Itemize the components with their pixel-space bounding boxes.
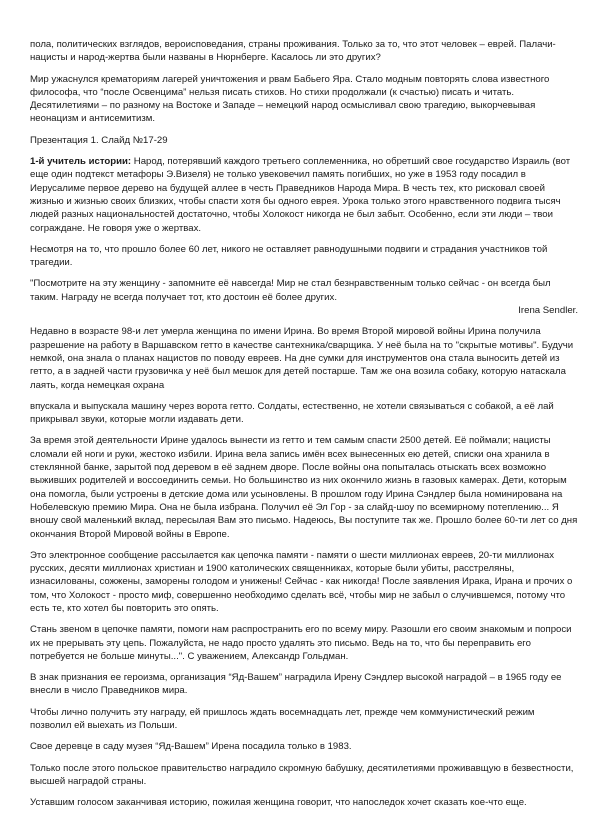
paragraph-yad-vashem-award: В знак признания ее героизма, организация “Яд-Вашем” наградила Ирену Сэндлер высокой наградой – в 1965 году ее внесли в число Праведников мира. xyxy=(30,672,562,697)
paragraph-world-horror: Мир ужаснулся крематориям лагерей уничтожения и рвам Бабьего Яра. Стало модным повторять слова известного философа, что “после Освенцима” нельзя писать стихов. Но стихи продолжали (к счастью) писать и читать. Десятилетиями – по разному на Востоке и Западе – немецкий народ осмысливал свою трагедию, выкорчевывая неонацизм и антисемитизм. xyxy=(30,73,550,125)
paragraph-dog: впускала и выпускала машину через ворота гетто. Солдаты, естественно, не хотели связываться с собакой, а её лай прикрывал звуки, которые могли издавать дети. xyxy=(30,400,554,426)
presentation-slide-ref: Презентация 1. Слайд №17-29 xyxy=(30,134,168,146)
paragraph-2500-children: За время этой деятельности Ирине удалось вынести из гетто и тем самым спасти 2500 детей. Её поймали; нацисты сломали ей ноги и руки, жестоко избили. Ирина вела запись имён всех вынесенных ею детей, списки она хранила в стеклянной банке, зарытой под деревом в её заднем дворе. После войны она попыталась отыскать всех возможно выживших родителей и воссоединить семьи. Но большинство из них окончило жизнь в газовых камерах. Дети, которым она помогла, были устроены в детские дома или усыновлены. В прошлом году Ирина Сэндлер была номинирована на Нобелевскую премию Мира. Она не была избрана. Получил её Эл Гор - за слайд-шоу по всемирному потеплению... Я вношу свой маленький вклад, пересылая Вам это письмо. Надеюсь, Вы поступите так же. Прошло более 60-ти лет со дня окончания Второй Мировой войны в Европе. xyxy=(30,435,578,540)
paragraph-history-teacher xyxy=(30,155,578,235)
quote-signature: Irena Sendler. xyxy=(518,305,578,317)
paragraph-polish-government: Только после этого польское правительство наградило скромную бабушку, десятилетиями проживавщую в безвестности, высшей наградой страны. xyxy=(30,762,574,787)
quote-irena: "Посмотрите на эту женщину - запомните её навсегда! Мир не стал безнравственным только сейчас - он всегда был таким. Награду не всегда получает тот, кто достоин её более других. xyxy=(30,278,551,303)
speaker-label: 1-й учитель истории: xyxy=(30,156,132,168)
paragraph-chain-link: Стань звеном в цепочке памяти, помоги нам распространить его по всему миру. Разошли его своим знакомым и попроси их не прерывать эту цепь. Пожалуйста, не надо просто удалять это письмо. Ведь на то, что бы переправить его потребуется не больше минуты...". С уважением, Александр Гольдман. xyxy=(30,624,572,662)
paragraph-eighteen-years: Чтобы лично получить эту награду, ей пришлось ждать восемнадцать лет, прежде чем коммунистический режим позволил ей выехать из Польши. xyxy=(30,706,535,732)
speaker-text: Народ, потерявший каждого третьего соплеменника, но обретший свое государство Израиль (вот еще один подтекст метафоры Э.Визеля) не только увековечил память погибших, но уже в 1953 году посадил в Иерусалиме первое дерево на будущей аллее в честь Праведников Народа Мира. В честь тех, кто рисковал своей жизнью и жизнью своих близких, чтобы спасти хотя бы одного еврея. Урока только этого нравственного подвига тысяч людей разных национальностей достаточно, чтобы Холокост никогда не был забыт. Особенно, если эти люди – твои сограждане. Не говоря уже о жертвах. xyxy=(30,156,571,234)
document-page xyxy=(30,38,578,818)
paragraph-intro: пола, политических взглядов, вероисповедания, страны проживания. Только за то, что этот человек – еврей. Палачи-нацисты и народ-жертва были названы в Нюрнберге. Касалось ли это других? xyxy=(30,39,556,64)
paragraph-irena-ghetto: Недавно в возрасте 98-и лет умерла женщина по имени Ирина. Во время Второй мировой войны Ирина получила разрешение на работу в Варшавском гетто в качестве сантехника/сварщика. У неё была на то "скрытые мотивы". Будучи немкой, она знала о планах нацистов по поводу евреев. На дне сумки для инструментов она стала выносить детей из гетто, а в задней части грузовичка у неё был мешок для детей постарше. Там же она возила собаку, которую натаскала лаять, когда немецкая охрана xyxy=(30,326,574,391)
paragraph-sixty-years: Несмотря на то, что прошло более 60 лет, никого не оставляет равнодушными подвиги и страдания участников той трагедии. xyxy=(30,243,548,269)
paragraph-closing: Уставшим голосом заканчивая историю, пожилая женщина говорит, что напоследок хочет сказать кое-что еще. xyxy=(30,797,527,809)
paragraph-memory-chain: Это электронное сообщение рассылается как цепочка памяти - памяти о шести миллионах евреев, 20-ти миллионах русских, десяти миллионах христиан и 1900 католических священниках, которые были убиты, расстреляны, изнасилованы, сожжены, заморены голодом и унижены! Сейчас - как никогда! После заявления Ирака, Ирана и прочих о том, что Холокост - просто миф, совершенно необходимо сделать всё, чтобы мир не забыл о случившемся, потому что есть те, кто хотел бы повторить это опять. xyxy=(30,549,573,614)
paragraph-tree-1983: Свое деревце в саду музея “Яд-Вашем” Ирена посадила только в 1983. xyxy=(30,741,352,753)
